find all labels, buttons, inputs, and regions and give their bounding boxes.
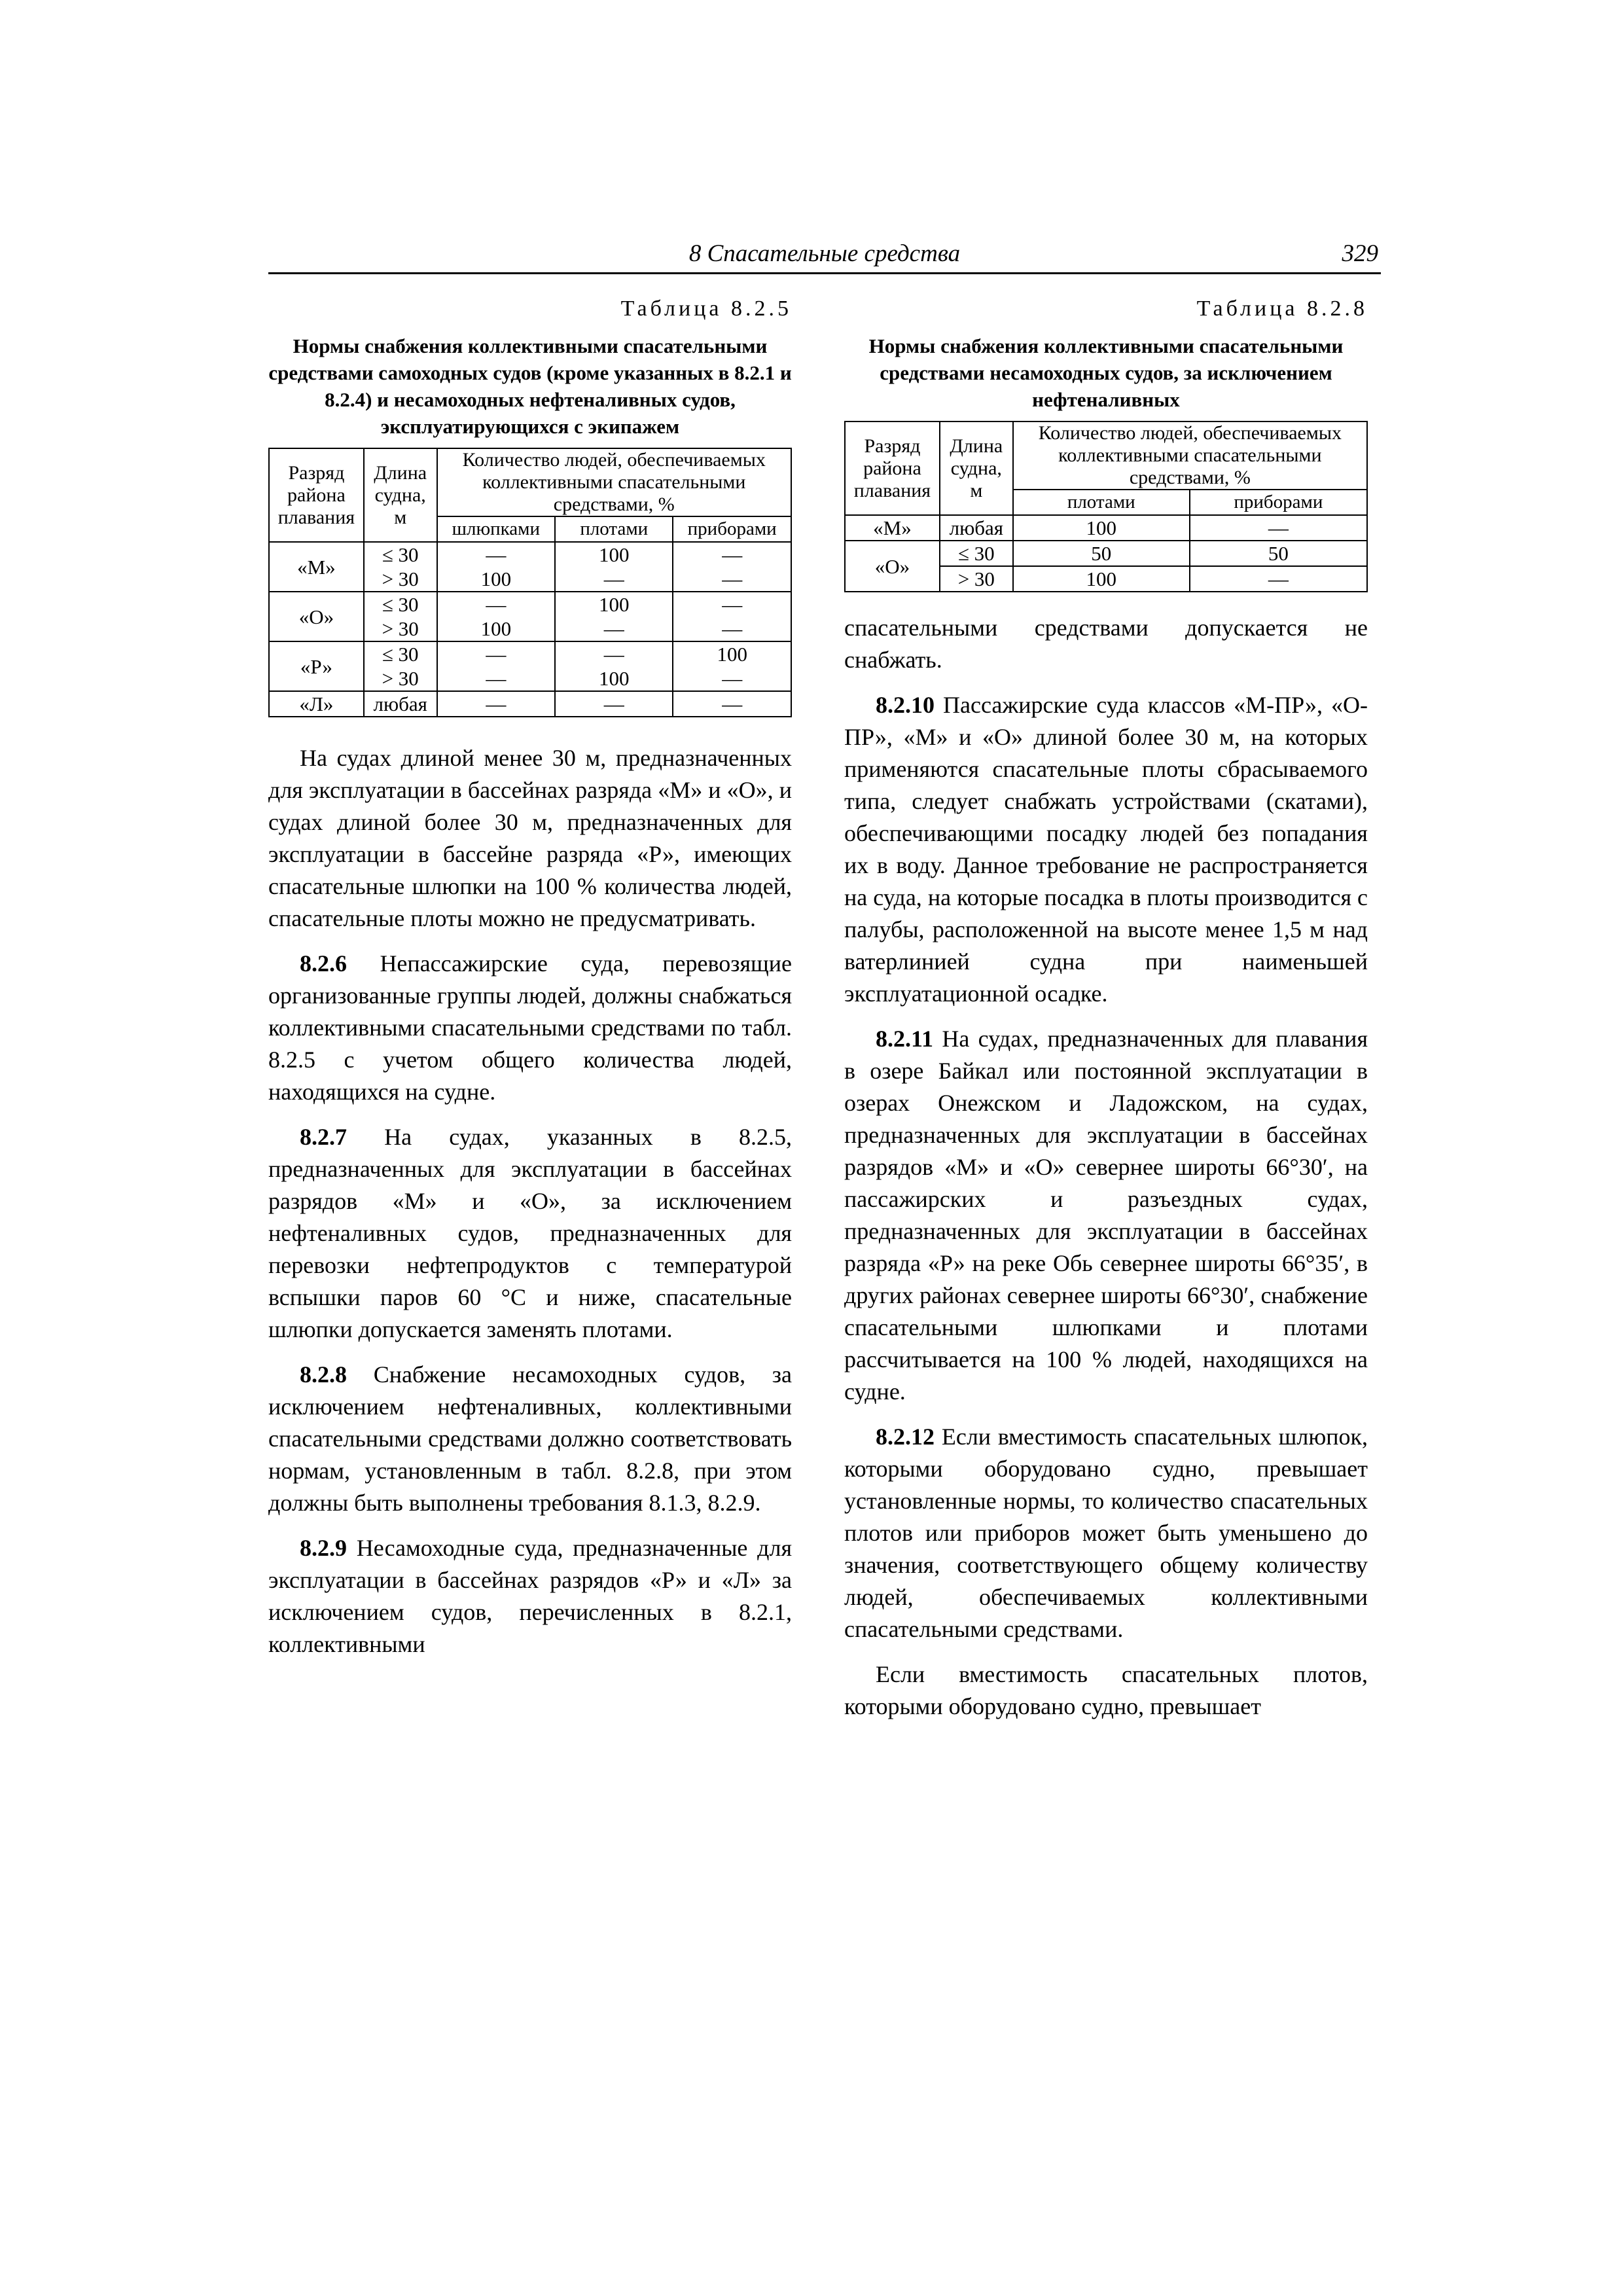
page-number: 329 (1342, 240, 1378, 267)
table-cell: — (673, 567, 791, 592)
table-cell: — (673, 592, 791, 617)
header-region: Разряд района плавания (845, 422, 940, 515)
table-cell: — (437, 592, 556, 617)
right-text (844, 612, 1368, 1723)
table-cell: 50 (1013, 541, 1190, 566)
clause-number: 8.2.9 (300, 1535, 347, 1561)
table-cell: — (673, 617, 791, 641)
header-people: Количество людей, обеспечиваемых коллективными спасательными средствами, % (1013, 422, 1367, 490)
paragraph: Если вместимость спасательных плотов, которыми оборудовано судно, превышает (844, 1661, 1368, 1719)
clause-number: 8.2.8 (300, 1361, 347, 1388)
table-row (845, 515, 1367, 541)
table-cell: — (555, 617, 673, 641)
table-8-2-8-label: Таблица 8.2.8 (1196, 296, 1368, 321)
table-cell: > 30 (940, 566, 1013, 592)
paragraph-continuation: спасательными средствами допускается не снабжать. (844, 615, 1368, 673)
table-cell: 100 (437, 617, 556, 641)
table-cell: 100 (437, 567, 556, 592)
left-text (268, 742, 792, 1660)
paragraph-8-2-7 (268, 1121, 792, 1346)
table-cell: — (437, 691, 556, 717)
table-row (269, 542, 791, 567)
region-cell: «О» (269, 592, 364, 641)
left-column (268, 295, 792, 1674)
region-cell: «М» (269, 542, 364, 592)
header-devices: приборами (1190, 490, 1367, 515)
clause-text: Если вместимость спасательных шлюпок, которыми оборудовано судно, превышает установленные нормы, то количество спасательных плотов или приборов может быть уменьшено до значения, соответствующего общему количеству людей, обеспечиваемых коллективными спасательными средствами. (844, 1424, 1368, 1642)
header-rafts: плотами (555, 516, 673, 542)
table-cell: > 30 (364, 617, 437, 641)
region-cell: «Л» (269, 691, 364, 717)
clause-text: На судах, указанных в 8.2.5, предназначенных для эксплуатации в бассейнах разрядов «М» и «О», за исключением нефтеналивных судов, предназначенных для перевозки нефтепродуктов с температурой вспышки паров 60 °С и ниже, спасательные шлюпки допускается заменять плотами. (268, 1124, 793, 1342)
clause-text: Снабжение несамоходных судов, за исключением нефтеналивных, коллективными спасательными средствами должно соответствовать нормам, установленным в табл. 8.2.8, при этом должны быть выполнены требования 8.1.3, 8.2.9. (268, 1361, 792, 1516)
table-8-2-8-caption: Нормы снабжения коллективными спасательными средствами несамоходных судов, за исключением нефтеналивных (868, 334, 1344, 411)
running-header (268, 236, 1381, 274)
header-boats: шлюпками (437, 516, 556, 542)
table-cell: — (673, 542, 791, 567)
paragraph-8-2-12 (844, 1421, 1368, 1645)
table-row (269, 641, 791, 666)
table-cell: 100 (1013, 515, 1190, 541)
table-cell: — (555, 567, 673, 592)
table-cell: — (437, 542, 556, 567)
table-row (269, 592, 791, 617)
clause-text: Пассажирские суда классов «М-ПР», «О-ПР», «М» и «О» длиной более 30 м, на которых применяются спасательные плоты сбрасываемого типа, следует снабжать устройствами (скатами), обеспечивающими посадку людей без попадания их в воду. Данное требование не распространяется на суда, на которые посадка в плоты производится с палубы, расположенной на высоте менее 1,5 м над ватерлинией судна при наименьшей эксплуатационной осадке. (844, 692, 1368, 1007)
region-cell: «Р» (269, 641, 364, 691)
table-cell: 100 (555, 542, 673, 567)
header-region: Разряд района плавания (269, 448, 364, 542)
table-cell: — (673, 666, 791, 691)
paragraph: На судах длиной менее 30 м, предназначенных для эксплуатации в бассейнах разряда «М» и «О», и судах длиной более 30 м, предназначенных для эксплуатации в бассейне разряда «Р», имеющих спасательные шлюпки на 100 % количества людей, спасательные плоты можно не предусматривать. (268, 745, 792, 931)
clause-text: На судах, предназначенных для плавания в озере Байкал или постоянной эксплуатации в озерах Онежском и Ладожском, на судах, предназначенных для эксплуатации в бассейнах разрядов «М» и «О» севернее широты 66°30′, на пассажирских и разъездных судах, предназначенных для эксплуатации в бассейнах разряда «Р» на реке Обь севернее широты 66°35′, в других районах севернее широты 66°30′, снабжение спасательными шлюпками и плотами рассчитывается на 100 % людей, находящихся на судне. (844, 1026, 1368, 1405)
table-cell: — (1190, 515, 1367, 541)
table-cell: — (673, 691, 791, 717)
clause-text: Несамоходные суда, предназначенные для эксплуатации в бассейнах разрядов «Р» и «Л» за исключением судов, перечисленных в 8.2.1, коллективными (268, 1535, 792, 1657)
clause-number: 8.2.11 (876, 1026, 934, 1052)
region-cell: «М» (845, 515, 940, 541)
table-cell: — (555, 691, 673, 717)
table-cell: 100 (673, 641, 791, 666)
header-devices: приборами (673, 516, 791, 542)
header-people: Количество людей, обеспечиваемых коллективными спасательными средствами, % (437, 448, 791, 516)
document-page (268, 236, 1381, 2081)
paragraph-8-2-9 (268, 1532, 792, 1660)
region-cell: «О» (845, 541, 940, 592)
table-row (269, 691, 791, 717)
section-title: 8 Спасательные средства (688, 240, 961, 267)
paragraph-8-2-10 (844, 689, 1368, 1010)
table-8-2-5 (268, 448, 792, 717)
header-rafts: плотами (1013, 490, 1190, 515)
header-length: Длина судна, м (364, 448, 437, 542)
table-cell: любая (940, 515, 1013, 541)
clause-text: Непассажирские суда, перевозящие организованные группы людей, должны снабжаться коллективными спасательными средствами по табл. 8.2.5 с учетом общего количества людей, находящихся на судне. (268, 950, 792, 1105)
right-column (844, 295, 1368, 1736)
table-cell: 100 (555, 592, 673, 617)
clause-number: 8.2.7 (300, 1124, 347, 1150)
clause-number: 8.2.12 (876, 1424, 935, 1450)
table-8-2-8 (844, 421, 1368, 592)
table-cell: — (437, 641, 556, 666)
clause-number: 8.2.6 (300, 950, 347, 977)
paragraph-8-2-11 (844, 1023, 1368, 1408)
table-cell: — (437, 666, 556, 691)
table-cell: ≤ 30 (940, 541, 1013, 566)
clause-number: 8.2.10 (876, 692, 935, 718)
paragraph-8-2-6 (268, 948, 792, 1108)
table-cell: ≤ 30 (364, 592, 437, 617)
table-cell: любая (364, 691, 437, 717)
table-cell: ≤ 30 (364, 542, 437, 567)
table-cell: 50 (1190, 541, 1367, 566)
table-cell: > 30 (364, 567, 437, 592)
table-8-2-5-label: Таблица 8.2.5 (620, 296, 792, 321)
table-row (845, 541, 1367, 566)
header-length: Длина судна, м (940, 422, 1013, 515)
table-cell: — (1190, 566, 1367, 592)
table-cell: 100 (555, 666, 673, 691)
table-cell: ≤ 30 (364, 641, 437, 666)
table-cell: 100 (1013, 566, 1190, 592)
table-cell: — (555, 641, 673, 666)
table-8-2-5-caption: Нормы снабжения коллективными спасательными средствами самоходных судов (кроме указанных в 8.2.1 и 8.2.4) и несамоходных нефтеналивных судов, эксплуатирующихся с экипажем (268, 334, 792, 438)
paragraph-8-2-8 (268, 1359, 792, 1519)
table-cell: > 30 (364, 666, 437, 691)
